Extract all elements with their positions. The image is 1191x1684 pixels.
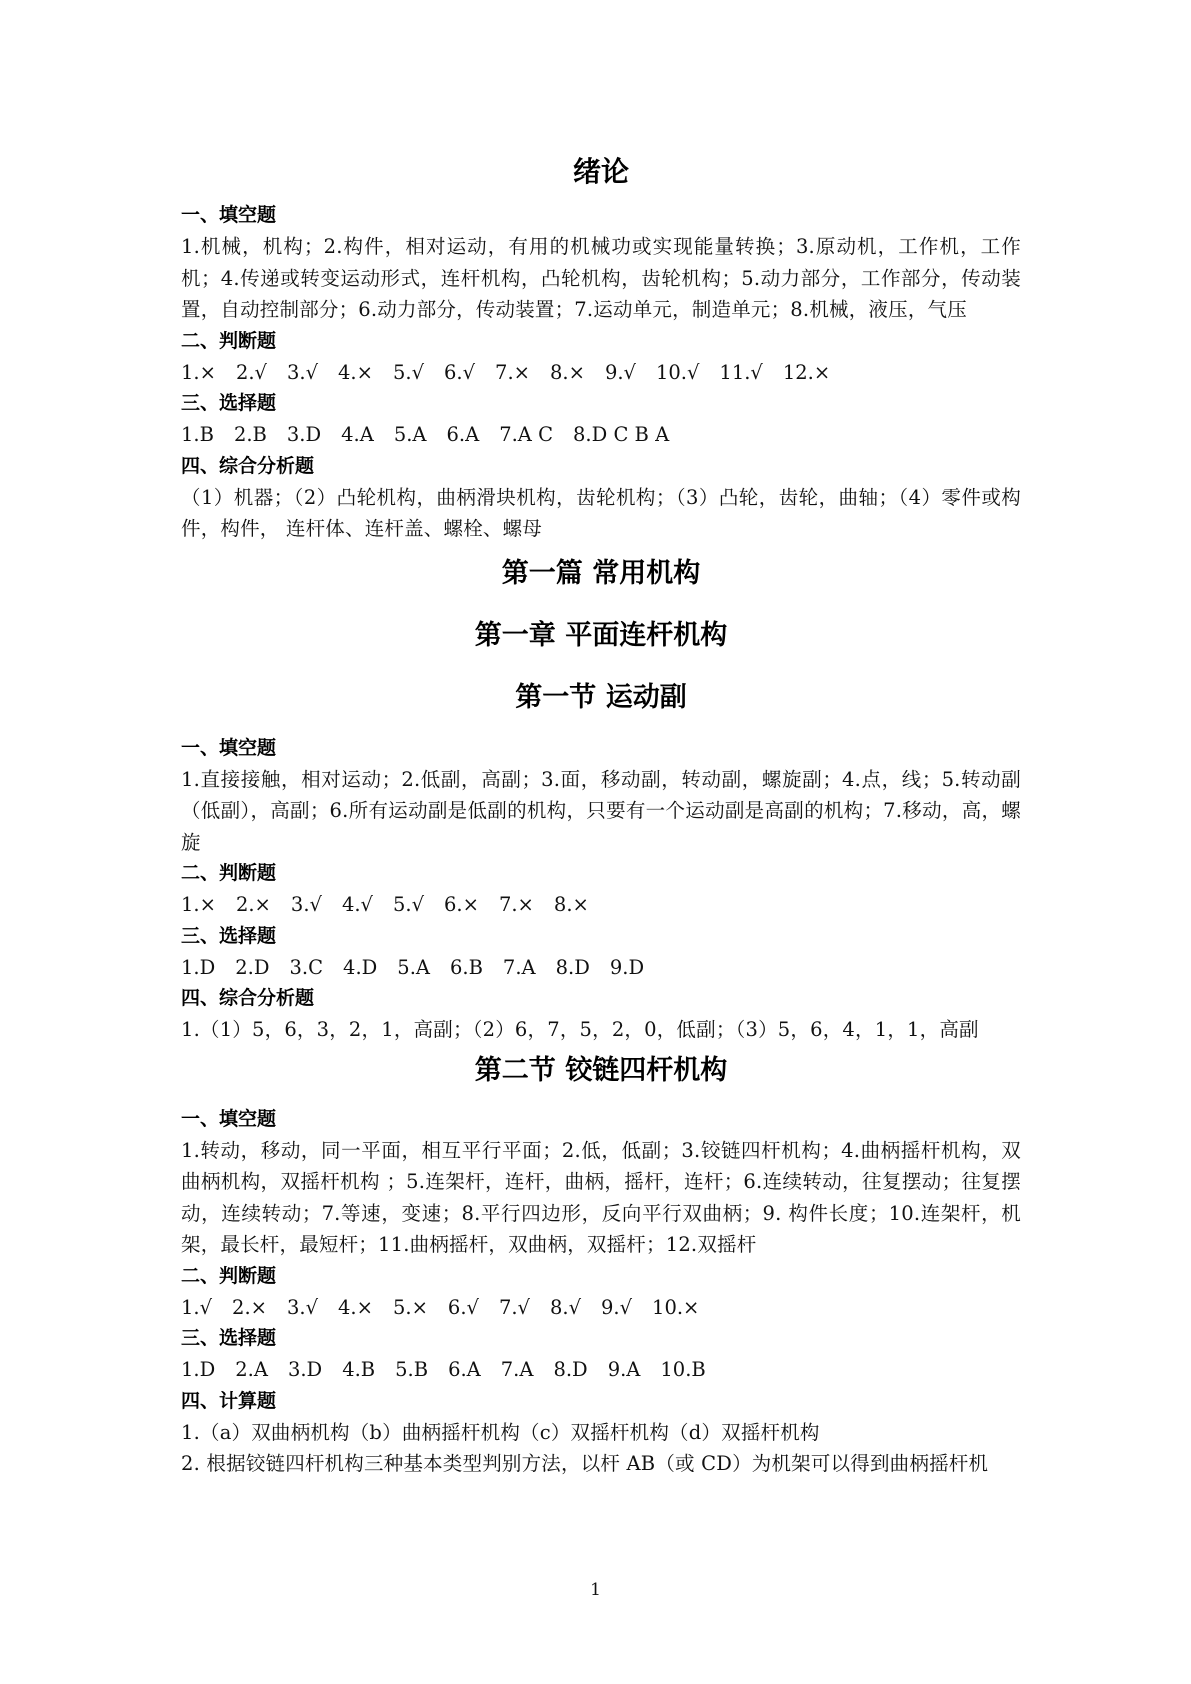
sec1-analysis-text: 1.（1）5，6，3，2，1，高副；（2）6，7，5，2，0，低副；（3）5，6，4，1，1，高副 <box>181 1018 979 1041</box>
page-number: 1 <box>590 1580 601 1600</box>
sec2-calc-line1: 1.（a）双曲柄机构（b）曲柄摇杆机构（c）双摇杆机构（d）双摇杆机构 <box>181 1420 820 1444</box>
intro-analysis-text: （1）机器；（2）凸轮机构，曲柄滑块机构，齿轮机构；（3）凸轮，齿轮，曲轴；（4）零件或构件，构件， 连杆体、连杆盖、螺栓、螺母 <box>181 485 1021 540</box>
answer-item: 4.D <box>343 955 378 979</box>
answer-item: 6.√ <box>444 360 476 384</box>
answer-item: 11.√ <box>719 360 763 384</box>
sec1-analysis-heading: 四、综合分析题 <box>181 987 315 1009</box>
answer-item: 4.√ <box>341 893 373 916</box>
answer-item: 8.× <box>549 360 585 384</box>
sec2-judge-answers <box>181 1292 1021 1324</box>
chapter-title: 第一章 平面连杆机构 <box>474 619 728 651</box>
answer-item: 7.× <box>495 360 530 384</box>
answer-item: 5.A <box>397 955 430 979</box>
answer-item: 7.A <box>500 1358 534 1381</box>
answer-item: 1.D <box>181 955 216 979</box>
answer-item: 2.A <box>235 1358 268 1381</box>
sec2-judge-heading: 二、判断题 <box>181 1264 277 1287</box>
intro-judge-heading: 二、判断题 <box>181 329 277 352</box>
answer-item: 5.× <box>392 1295 428 1319</box>
answer-item: 5.√ <box>392 360 424 384</box>
answer-item: 9.A <box>607 1358 641 1381</box>
sec2-calc-line2: 2. 根据铰链四杆机构三种基本类型判别方法，以杆 AB（或 CD）为机架可以得到曲柄摇杆机 <box>181 1452 989 1475</box>
answer-item: 4.× <box>338 360 373 384</box>
intro-fill-heading: 一、填空题 <box>181 204 277 226</box>
answer-item: 1.B <box>181 423 214 446</box>
answer-item: 8.√ <box>549 1295 582 1319</box>
answer-item: 7.× <box>498 893 534 916</box>
answer-item: 2.D <box>235 955 270 979</box>
answer-item: 3.√ <box>286 360 319 384</box>
answer-item: 8.D <box>553 1358 588 1381</box>
answer-item: 5.√ <box>392 893 424 916</box>
answer-item: 6.B <box>449 955 483 979</box>
sec1-choice-heading: 三、选择题 <box>181 924 277 947</box>
answer-item: 9.√ <box>604 360 636 384</box>
answer-item: 1.√ <box>181 1295 213 1319</box>
answer-item: 3.D <box>287 1358 323 1381</box>
sec1-choice-answers <box>181 952 1021 984</box>
sec2-calc-heading: 四、计算题 <box>181 1389 277 1412</box>
answer-item: 3.√ <box>290 893 322 916</box>
answer-item: 1.× <box>181 893 216 916</box>
answer-item: 5.A <box>393 423 427 446</box>
answer-item: 4.A <box>341 423 374 446</box>
answer-item: 10.B <box>660 1358 706 1381</box>
intro-judge-answers <box>181 357 1021 389</box>
answer-item: 1.× <box>181 360 216 384</box>
answer-item: 3.C <box>289 955 324 979</box>
answer-item: 12.× <box>782 360 831 384</box>
sec2-fill-heading: 一、填空题 <box>181 1107 277 1130</box>
answer-item: 9.D <box>609 955 645 979</box>
answer-item: 1.D <box>181 1358 216 1381</box>
sec2-choice-heading: 三、选择题 <box>181 1327 277 1349</box>
sec1-judge-answers <box>181 889 1021 921</box>
answer-item: 7.A <box>502 955 536 979</box>
intro-choice-answers <box>181 419 1021 451</box>
answer-item: 3.√ <box>286 1295 319 1319</box>
answer-item: 4.× <box>338 1295 373 1319</box>
answer-item: 5.B <box>395 1358 429 1381</box>
intro-fill-text: 1.机械，机构；2.构件，相对运动，有用的机械功或实现能量转换；3.原动机，工作机，工作机；4.传递或转变运动形式，连杆机构，凸轮机构，齿轮机构；5.动力部分，工作部分，传动装置，自动控制部分；6.动力部分，传动装置；7.运动单元，制造单元；8.机械，液压，气压 <box>181 235 1021 321</box>
answer-item: 6.A <box>446 423 480 446</box>
sec2-fill-text: 1.转动，移动，同一平面，相互平行平面；2.低，低副；3.铰链四杆机构；4.曲柄摇杆机构，双曲柄机构，双摇杆机构 ；5.连架杆，连杆，曲柄，摇杆，连杆；6.连续转动，往复摆动；往复摆动，连续转动；7.等速，变速；8.平行四边形，反向平行双曲柄；9. 构件长度；10.连架杆，机架，最长杆，最短杆；11.曲柄摇杆，双曲柄，双摇杆；12.双摇杆 <box>181 1138 1021 1256</box>
answer-item: 10.× <box>652 1295 700 1319</box>
answer-item: 2.B <box>233 423 267 446</box>
part-title: 第一篇 常用机构 <box>501 557 701 589</box>
section2-title: 第二节 铰链四杆机构 <box>474 1054 728 1086</box>
sec2-choice-answers <box>181 1354 1021 1386</box>
answer-item: 10.√ <box>655 360 700 384</box>
answer-item: 7.A C <box>499 423 553 446</box>
sec1-judge-heading: 二、判断题 <box>181 862 277 884</box>
answer-item: 7.√ <box>498 1295 530 1319</box>
answer-item: 2.× <box>235 893 271 916</box>
answer-item: 6.A <box>448 1358 481 1381</box>
answer-item: 8.D C B A <box>573 423 670 446</box>
section1-title: 第一节 运动副 <box>515 681 687 713</box>
sec1-fill-heading: 一、填空题 <box>181 736 277 759</box>
intro-choice-heading: 三、选择题 <box>181 392 277 414</box>
answer-item: 8.× <box>553 893 589 916</box>
sec1-fill-text: 1.直接接触，相对运动；2.低副，高副；3.面，移动副，转动副，螺旋副；4.点，线；5.转动副（低副），高副；6.所有运动副是低副的机构，只要有一个运动副是高副的机构；7.移动，高，螺旋 <box>181 767 1021 854</box>
answer-item: 4.B <box>342 1358 376 1381</box>
answer-item: 2.√ <box>235 360 267 384</box>
answer-item: 6.× <box>444 893 479 916</box>
intro-analysis-heading: 四、综合分析题 <box>181 454 315 477</box>
answer-item: 2.× <box>232 1295 267 1319</box>
answer-item: 9.√ <box>601 1295 633 1319</box>
answer-item: 8.D <box>555 955 590 979</box>
intro-title: 绪论 <box>572 155 629 188</box>
page-content <box>181 152 1021 1480</box>
answer-item: 6.√ <box>447 1295 479 1319</box>
answer-item: 3.D <box>286 423 322 446</box>
